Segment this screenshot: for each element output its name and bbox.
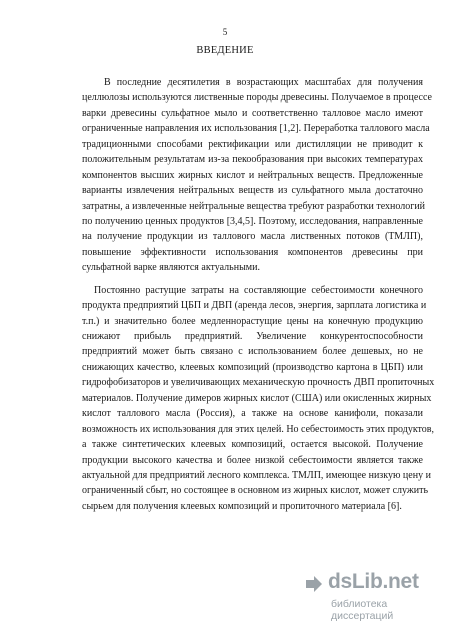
paragraph-2: [82, 283, 435, 515]
text-line: гидрофобизаторов и увеличивающих механическую прочность ДВП пропиточных: [82, 377, 435, 389]
text-line: снижающих качество, клеевых композиций (производство картона в ЦБП) или: [82, 361, 423, 373]
text-line: а также синтетических клеевых композиций, остается высокой. Получение: [82, 439, 423, 451]
text-line: повышение эффективности использования компонентов древесины при: [82, 246, 423, 258]
text-line: предприятий может быть связано с использованием более дешевых, но не: [82, 346, 423, 358]
text-line: Постоянно растущие затраты на составляющие себестоимости конечного: [94, 284, 423, 296]
text-line: кислот таллового масла (Россия), а также на основе канифоли, показали: [82, 408, 423, 420]
text-line: продукции высокого качества и более низкой себестоимости является также: [82, 454, 423, 466]
text-line: ограниченный сбыт, но состоящее в основном из жирных кислот, может служить: [82, 485, 429, 497]
text-line: традиционными способами ректификации или дистилляции не приводит к: [82, 138, 423, 150]
page-number: 5: [222, 27, 228, 37]
text-line: на получение продукции из таллового масла лиственных потоков (ТМЛП),: [82, 231, 423, 243]
text-line: варианты извлечения нейтральных веществ из сульфатного мыла достаточно: [82, 185, 423, 197]
text-line: материалов. Получение димеров жирных кислот (США) или окисленных жирных: [82, 392, 432, 404]
page-heading: ВВЕДЕНИЕ: [196, 45, 254, 56]
text-line: затратны, а извлеченные нейтральные вещества требуют разработки технологий: [82, 200, 426, 212]
text-line: компонентов высших жирных кислот и нейтральных веществ. Предложенные: [82, 169, 423, 181]
text-line: В последние десятилетия в возрастающих масштабах для получения: [104, 77, 423, 88]
watermark-logo: dsLib.net: [328, 570, 419, 593]
text-line: варки древесины сульфатное мыло и соответственно талловое масло имеют: [82, 107, 423, 119]
text-line: снижают прибыль предприятий. Увеличение конкурентоспособности: [82, 331, 423, 342]
text-line: положительным результатам из-за пекообразования при высоких температурах: [82, 154, 423, 166]
text-line: по получению ценных продуктов [3,4,5]. Поэтому, исследования, направленные: [82, 215, 423, 227]
body-text: [82, 75, 435, 514]
text-line: актуальной для предприятий лесного комплекса. ТМЛП, имеющее низкую цену и: [82, 469, 431, 481]
text-line: сырьем для получения клеевых композиций и пропиточного материала [6].: [82, 500, 402, 512]
text-line: сульфатной варке являются актуальными.: [82, 262, 260, 274]
arrow-logo-icon: [304, 574, 324, 594]
paragraph-1: [82, 75, 432, 276]
text-line: целлюлозы используются лиственные породы древесины. Получаемое в процессе: [82, 92, 432, 104]
watermark: [304, 570, 444, 622]
text-line: продукта предприятий ЦБП и ДВП (аренда лесов, энергия, зарплата логистика и: [82, 300, 427, 312]
text-line: возможность их использования для этих целей. Но себестоимость этих продуктов,: [82, 423, 435, 435]
text-line: т.п.) и значительно более медленнорастущие цены на конечную продукцию: [82, 315, 423, 327]
watermark-subtitle: библиотека диссертаций: [331, 598, 394, 622]
text-line: ограниченные направления их использования [1,2]. Переработка таллового масла: [82, 123, 430, 135]
